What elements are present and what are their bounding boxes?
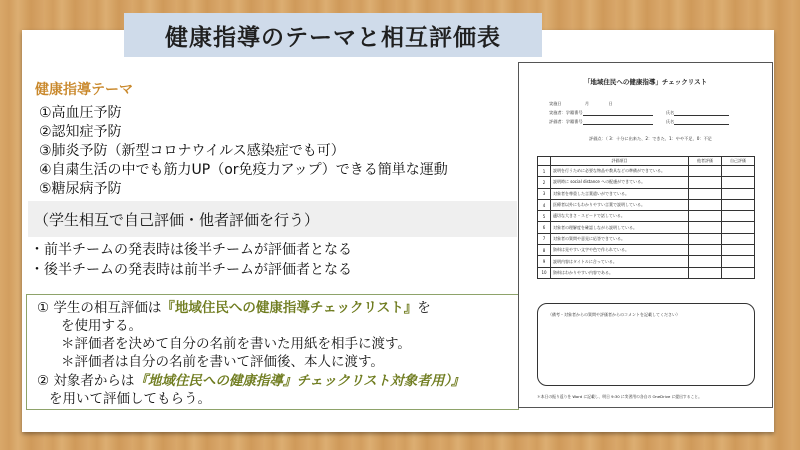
item-text: 説明を行うために必要な物品や教具などの準備ができている。 bbox=[551, 166, 689, 177]
self-score-cell[interactable] bbox=[722, 222, 755, 233]
self-score-cell[interactable] bbox=[722, 256, 755, 267]
self-score-cell[interactable] bbox=[722, 199, 755, 210]
instruction-text: ② 対象者からは bbox=[37, 373, 135, 389]
table-row bbox=[538, 245, 755, 256]
memo-label: （備考・対象者からの質問や評価者からのコメントを記載してください） bbox=[548, 312, 680, 317]
item-no: 10 bbox=[538, 267, 551, 278]
peer-score-cell[interactable] bbox=[689, 222, 722, 233]
theme-item: ⑤糖尿病予防 bbox=[39, 181, 122, 197]
rule-item: ・後半チームの発表時は前半チームが評価者となる bbox=[30, 262, 352, 278]
item-text: 説明内容はタイトルに合っている。 bbox=[551, 256, 689, 267]
peer-score-cell[interactable] bbox=[689, 245, 722, 256]
item-no: 7 bbox=[538, 233, 551, 244]
header-peer: 他者評価 bbox=[689, 157, 722, 166]
theme-item: ①高血圧予防 bbox=[39, 105, 122, 121]
peer-score-cell[interactable] bbox=[689, 166, 722, 177]
item-no: 1 bbox=[538, 166, 551, 177]
peer-score-cell[interactable] bbox=[689, 256, 722, 267]
month-label: 月 bbox=[584, 101, 590, 106]
table-header-row bbox=[538, 157, 755, 166]
item-text: 資料は見やすい文字や色で作られている。 bbox=[551, 245, 689, 256]
self-score-cell[interactable] bbox=[722, 177, 755, 188]
table-row bbox=[538, 166, 755, 177]
item-no: 5 bbox=[538, 211, 551, 222]
instruction-box bbox=[26, 294, 519, 410]
checklist-document bbox=[518, 62, 773, 408]
table-row bbox=[538, 267, 755, 278]
peer-score-cell[interactable] bbox=[689, 267, 722, 278]
instruction-line-5 bbox=[37, 372, 464, 390]
evaluator-label: 評価者：学籍番号 bbox=[549, 119, 583, 124]
evaluator-row bbox=[549, 119, 729, 125]
instruction-text: ① 学生の相互評価は bbox=[37, 300, 162, 316]
date-label: 実施日 bbox=[549, 101, 562, 106]
item-text: 医療者以外にもわかりやすい言葉で説明している。 bbox=[551, 199, 689, 210]
instruction-line-6: を用いて評価してもらう。 bbox=[49, 391, 211, 407]
theme-heading: 健康指導テーマ bbox=[35, 82, 133, 98]
checklist-title: 「地域住民への健康指導」チェックリスト bbox=[583, 78, 708, 86]
subject-checklist-highlight: 『地域住民への健康指導』チェックリスト対象者用）』 bbox=[134, 373, 465, 389]
table-row bbox=[538, 233, 755, 244]
evaluator-name-label: 氏名 bbox=[665, 119, 675, 124]
theme-item: ④自粛生活の中でも筋力UP（or免疫力アップ）できる簡単な運動 bbox=[39, 162, 448, 178]
date-row bbox=[549, 101, 613, 107]
item-text: 資料はわかりやすい内容である。 bbox=[551, 267, 689, 278]
table-row bbox=[538, 188, 755, 199]
evaluation-band: （学生相互で自己評価・他者評価を行う） bbox=[28, 201, 517, 237]
presenter-row bbox=[549, 110, 729, 116]
item-text: 対象者の理解度を確認しながら説明している。 bbox=[551, 222, 689, 233]
peer-score-cell[interactable] bbox=[689, 199, 722, 210]
item-no: 8 bbox=[538, 245, 551, 256]
header-item: 評価項目 bbox=[551, 157, 689, 166]
item-no: 6 bbox=[538, 222, 551, 233]
presenter-label: 実施者：学籍番号 bbox=[549, 110, 583, 115]
self-score-cell[interactable] bbox=[722, 245, 755, 256]
self-score-cell[interactable] bbox=[722, 166, 755, 177]
peer-score-cell[interactable] bbox=[689, 233, 722, 244]
table-row bbox=[538, 211, 755, 222]
instruction-line-4: ＊評価者は自分の名前を書いて評価後、本人に渡す。 bbox=[61, 354, 384, 370]
instruction-text: を bbox=[417, 300, 431, 316]
peer-score-cell[interactable] bbox=[689, 211, 722, 222]
day-label: 日 bbox=[608, 101, 613, 106]
item-no: 2 bbox=[538, 177, 551, 188]
table-row bbox=[538, 256, 755, 267]
theme-item: ②認知症予防 bbox=[39, 124, 122, 140]
self-score-cell[interactable] bbox=[722, 267, 755, 278]
peer-score-cell[interactable] bbox=[689, 188, 722, 199]
table-row bbox=[538, 222, 755, 233]
instruction-line-1 bbox=[37, 299, 431, 317]
item-text: 説明時に social distance への配慮ができている。 bbox=[551, 177, 689, 188]
rule-list bbox=[30, 240, 352, 280]
self-score-cell[interactable] bbox=[722, 188, 755, 199]
memo-box[interactable] bbox=[537, 303, 755, 386]
theme-item: ③肺炎予防（新型コロナウイルス感染症でも可） bbox=[39, 143, 345, 159]
table-row bbox=[538, 177, 755, 188]
item-text: 対象者の質問や意見に応答できている。 bbox=[551, 233, 689, 244]
header-no bbox=[538, 157, 551, 166]
checklist-footer: ＊本日の振り返りを Word に記載し、明日 9:30 に実習用の各自の OneDrive に提出すること。 bbox=[537, 394, 702, 399]
rating-scale: 評価点：（ 3：十分に出来た、2：できた、1：やや不足、0：不足 bbox=[589, 136, 712, 141]
item-text: 適切な大きさ・スピードで話している。 bbox=[551, 211, 689, 222]
item-no: 3 bbox=[538, 188, 551, 199]
self-score-cell[interactable] bbox=[722, 211, 755, 222]
instruction-line-2: を使用する。 bbox=[61, 318, 142, 334]
item-no: 9 bbox=[538, 256, 551, 267]
theme-list bbox=[39, 104, 448, 199]
header-self: 自己評価 bbox=[722, 157, 755, 166]
self-score-cell[interactable] bbox=[722, 233, 755, 244]
item-text: 対象者を尊重した言葉遣いができている。 bbox=[551, 188, 689, 199]
checklist-table bbox=[537, 156, 755, 279]
table-row bbox=[538, 199, 755, 210]
peer-score-cell[interactable] bbox=[689, 177, 722, 188]
rule-item: ・前半チームの発表時は後半チームが評価者となる bbox=[30, 242, 352, 258]
item-no: 4 bbox=[538, 199, 551, 210]
checklist-name-highlight: 『地域住民への健康指導チェックリスト』 bbox=[161, 300, 418, 316]
presenter-name-label: 氏名 bbox=[665, 110, 675, 115]
instruction-line-3: ＊評価者を決めて自分の名前を書いた用紙を相手に渡す。 bbox=[61, 336, 411, 352]
slide-title: 健康指導のテーマと相互評価表 bbox=[124, 13, 542, 57]
